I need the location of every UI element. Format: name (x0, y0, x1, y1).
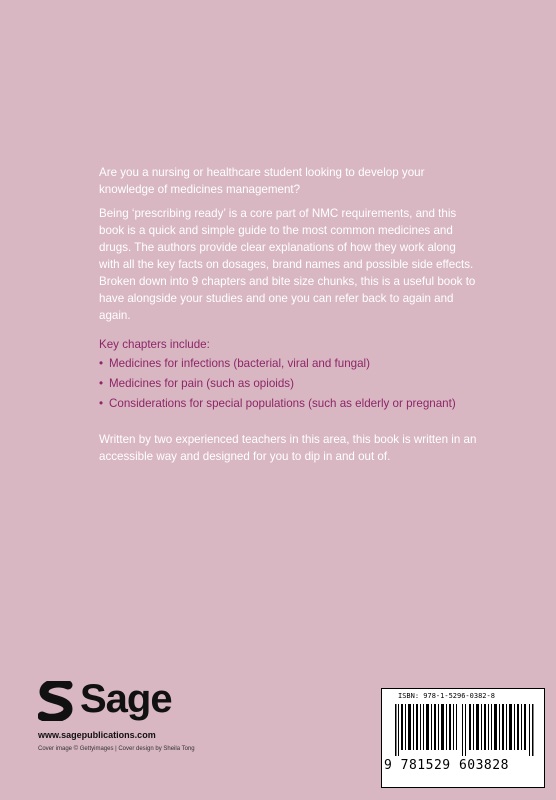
closing-paragraph: Written by two experienced teachers in this area, this book is written in an accessible way and designed for you to dip in and out of. (99, 433, 477, 463)
key-chapters-list (99, 355, 499, 415)
cover-credit: Cover image © Gettyimages | Cover design by Sheila Tong (38, 746, 195, 752)
blurb-paragraph: Being ‘prescribing ready’ is a core part of NMC requirements, and this book is a quick and simple guide to the most common medicines and drugs. The authors provide clear explanations of how they work along with all the key facts on dosages, brand names and possible side effects. Broken down into 9 chapters and bite size chunks, this is a useful book to have alongside your studies and one you can refer back to again and again. (99, 207, 476, 322)
bullet-icon: • (99, 357, 104, 370)
sage-logo-icon (38, 681, 74, 721)
bullet-icon: • (99, 377, 104, 390)
key-chapters-heading: Key chapters include: (99, 338, 210, 351)
publisher-website: www.sagepublications.com (38, 730, 156, 740)
list-item: • Medicines for pain (such as opioids) (99, 377, 294, 390)
back-cover-blurb (99, 164, 479, 331)
barcode-icon (395, 704, 535, 756)
list-item: • Considerations for special populations (such as elderly or pregnant) (99, 397, 456, 410)
barcode-digits: 9 781529 603828 (384, 758, 509, 773)
bullet-icon: • (99, 397, 104, 410)
list-item: • Medicines for infections (bacterial, viral and fungal) (99, 357, 370, 370)
publisher-logo-text: Sage (80, 677, 172, 721)
blurb-paragraph: Are you a nursing or healthcare student looking to develop your knowledge of medicines management? (99, 166, 425, 196)
isbn-label: ISBN: 978-1-5296-0382-8 (398, 692, 495, 700)
